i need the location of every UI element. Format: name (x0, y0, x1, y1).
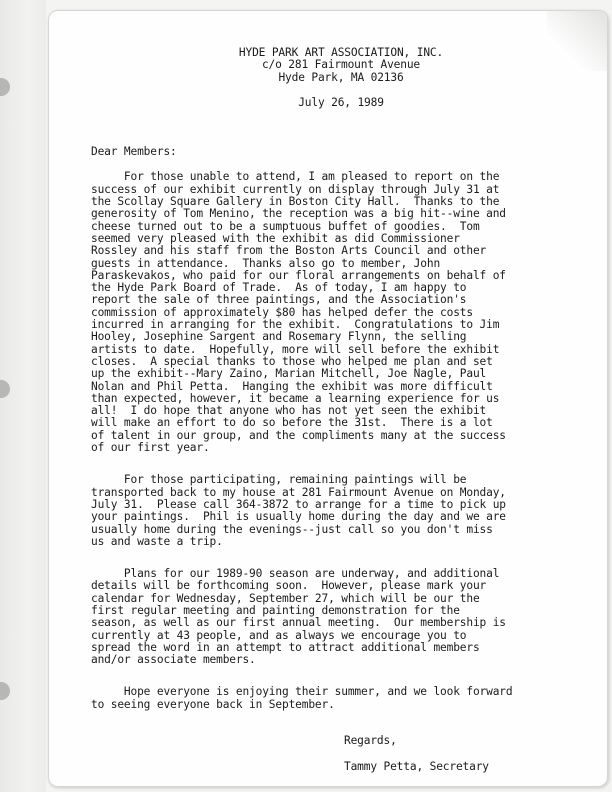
paragraph-line: Rossley and his staff from the Boston Arts Council and other (91, 244, 487, 258)
paragraph-line: details will be forthcoming soon. However, please mark your (91, 579, 487, 593)
paragraph-line: artists to date. Hopefully, more will sell before the exhibit (91, 342, 500, 356)
paragraph-line: to seeing everyone back in September. (91, 697, 335, 711)
paragraph-line: seemed very pleased with the exhibit as did Commissioner (91, 231, 460, 245)
paragraph-line: Paraskevakos, who paid for our floral arrangements on behalf of (91, 268, 506, 282)
letter-date: July 26, 1989 (298, 95, 384, 109)
paragraph-line: than expected, however, it became a learning experience for us (91, 391, 500, 405)
paragraph-line: For those participating, remaining paintings will be (91, 473, 467, 487)
address-line-1: c/o 281 Fairmount Avenue (261, 58, 421, 72)
paragraph-line: up the exhibit--Mary Zaino, Marian Mitchell, Joe Nagle, Paul (91, 367, 487, 381)
punch-hole (0, 682, 10, 700)
address-line-2: Hyde Park, MA 02136 (278, 70, 404, 84)
salutation: Dear Members: (91, 145, 177, 159)
org-name: HYDE PARK ART ASSOCIATION, INC. (238, 46, 444, 59)
paragraph-line: first regular meeting and painting demonstration for the (91, 603, 460, 617)
paragraph-line: of talent in our group, and the compliments many at the success (91, 428, 506, 442)
signature: Tammy Petta, Secretary (344, 760, 489, 774)
closing: Regards, (344, 734, 397, 748)
closing-block (91, 735, 591, 774)
letter-sheet (48, 10, 608, 787)
paragraph-line: success of our exhibit currently on display through July 31 at (91, 182, 500, 196)
paragraph-line: commission of approximately $80 has helped defer the costs (91, 305, 473, 319)
paragraph-line: Hooley, Josephine Sargent and Rosemary Flynn, the selling (91, 330, 467, 344)
paragraph-line: us and waste a trip. (91, 534, 223, 548)
paragraph-line: the Scollay Square Gallery in Boston City Hall. Thanks to the (91, 195, 500, 209)
paragraph-line: all! I do hope that anyone who has not yet seen the exhibit (91, 404, 487, 418)
paragraph-line: spread the word in an attempt to attract additional members (91, 640, 480, 654)
paragraph-line: calendar for Wednesday, September 27, which will be our the (91, 591, 480, 605)
paragraph-line: Nolan and Phil Petta. Hanging the exhibit was more difficult (91, 379, 493, 393)
paragraph-line: report the sale of three paintings, and the Association's (91, 293, 467, 307)
paragraph-line: generosity of Tom Menino, the reception was a big hit--wine and (91, 207, 506, 221)
paragraph-line: Plans for our 1989-90 season are underway, and additional (91, 567, 500, 581)
paragraph (91, 686, 591, 711)
letterhead (91, 47, 591, 84)
paragraph (91, 171, 591, 454)
paragraph-line: the Hyde Park Board of Trade. As of today, I am happy to (91, 281, 467, 295)
paragraph (91, 474, 591, 548)
binder-page-edge (0, 0, 46, 792)
paragraph-line: currently at 43 people, and as always we encourage you to (91, 628, 467, 642)
paragraph-line: and/or associate members. (91, 653, 256, 667)
paragraph (91, 568, 591, 666)
punch-hole (0, 78, 10, 96)
paragraph-line: season, as well as our first annual meeting. Our membership is (91, 616, 506, 630)
punch-hole (0, 380, 10, 398)
paragraph-line: your paintings. Phil is usually home during the day and we are (91, 510, 506, 524)
paragraph-line: For those unable to attend, I am pleased to report on the (91, 170, 500, 184)
paragraph-line: July 31. Please call 364-3872 to arrange for a time to pick up (91, 497, 506, 511)
paragraph-line: cheese turned out to be a sumptuous buffet of goodies. Tom (91, 219, 480, 233)
paragraph-line: will make an effort to do so before the 31st. There is a lot (91, 416, 493, 430)
paragraph-line: closes. A special thanks to those who helped me plan and set (91, 354, 493, 368)
paragraph-line: incurred in arranging for the exhibit. Congratulations to Jim (91, 318, 500, 332)
letter-body (91, 47, 591, 774)
paragraph-line: transported back to my house at 281 Fairmount Avenue on Monday, (91, 485, 506, 499)
paragraph-line: guests in attendance. Thanks also go to member, John (91, 256, 441, 270)
letter-paragraphs (91, 171, 591, 711)
paragraph-line: usually home during the evenings--just call so you don't miss (91, 522, 493, 536)
paragraph-line: Hope everyone is enjoying their summer, and we look forward (91, 685, 513, 699)
paragraph-line: of our first year. (91, 441, 210, 455)
